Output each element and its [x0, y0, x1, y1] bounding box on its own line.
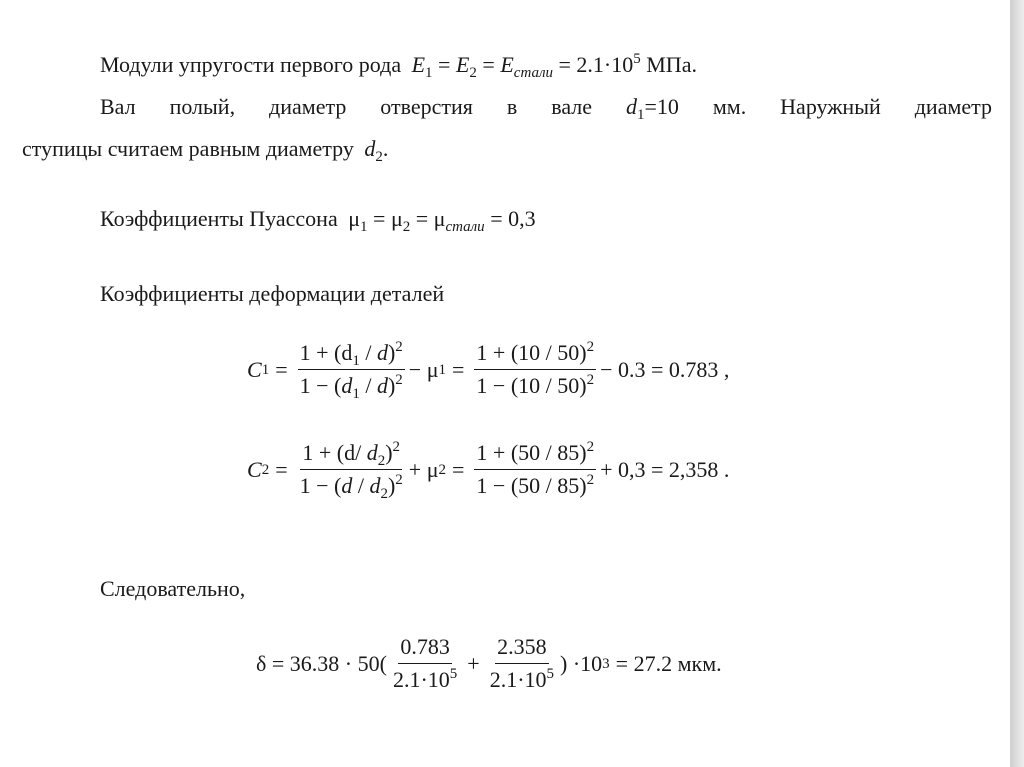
equals-sign: =	[275, 356, 288, 382]
modulus-value: = 2.1·10	[558, 52, 634, 77]
c2-numeric-denominator: 1 − (50 / 85)$^2$	[476, 472, 595, 498]
hub-diameter-line	[22, 136, 389, 165]
shaft-text: Вал полый, диаметр отверстия в вале	[100, 94, 593, 119]
e1-subscript: 1	[425, 65, 433, 81]
c2-numeric-numerator: 1 + (50 / 85)$^2$	[474, 440, 596, 470]
delta-equation: δ = 36.38 · 50( $\frac{0.783}{2.1\cdot 10^5}$ + $\frac{2.358}{2.1\cdot 10^5}$ ) ·10 3 = 27.2 мкм.	[256, 634, 722, 692]
equals-sign: =	[452, 456, 465, 482]
elastic-modulus-line	[100, 51, 697, 81]
delta-fraction-1	[391, 634, 459, 693]
mu-symbol: μ	[433, 206, 446, 231]
mu-symbol: μ	[348, 206, 361, 231]
poisson-line	[100, 206, 536, 235]
c1-result: − 0.3 = 0.783 ,	[600, 356, 730, 382]
c2-symbol: C	[247, 456, 262, 482]
delta-fraction-2	[488, 634, 556, 693]
equals-sign: =	[438, 52, 451, 77]
delta-numerator-2: 2.358	[495, 634, 549, 664]
equals-sign: =	[373, 206, 386, 231]
d2-subscript: 2	[375, 149, 383, 165]
c1-numeric-denominator: 1 − (10 / 50)$^2$	[476, 372, 595, 398]
delta-denominator-1: $2.1\cdot 10^5$	[392, 666, 458, 692]
c2-equation: C 2 = $\frac{1 + (d/ d_2)^2}{1 - (d / d_2)^2}$ + μ 2 = $\frac{1 + (50 / 85)^2}{1 - (50 / 85)^2}$ + 0,3 = 2,358 .	[247, 439, 730, 502]
equals-sign: =	[482, 52, 495, 77]
d1-subscript: 1	[637, 107, 645, 123]
modulus-unit: МПа.	[646, 52, 697, 77]
d1-symbol: d	[626, 94, 637, 119]
c2-numerator: 1 + (d/ $d_2)^2$	[302, 439, 401, 469]
mu2-subscript: 2	[402, 219, 411, 235]
poisson-text: Коэффициенты Пуассона	[100, 206, 338, 231]
c1-numerator: $1 + (d_1 / d)^2$	[299, 339, 403, 369]
page-edge-shadow	[1010, 0, 1024, 767]
d2-symbol: d	[364, 136, 376, 161]
plus-sign: +	[467, 650, 480, 676]
therefore-line	[100, 576, 245, 602]
c2-fraction-symbolic	[298, 439, 405, 502]
delta-lhs: δ = 36.38 · 50(	[256, 650, 387, 676]
e-steel-symbol: E	[500, 52, 514, 77]
delta-multiplier: ) ·10	[560, 650, 603, 676]
c2-result: + 0,3 = 2,358 .	[600, 456, 730, 482]
c1-fraction-symbolic	[298, 339, 405, 402]
e-steel-subscript: стали	[513, 65, 554, 81]
delta-numerator-1: 0.783	[398, 634, 452, 664]
modulus-exponent: 5	[633, 51, 641, 67]
therefore-text: Следовательно,	[100, 576, 246, 601]
c2-denominator: $1 - (d / d_2)^2$	[299, 472, 403, 502]
shaft-description-line	[100, 94, 993, 123]
delta-denominator-2: $2.1\cdot 10^5$	[489, 666, 555, 692]
equals-sign: =	[275, 456, 288, 482]
c1-numeric-numerator: 1 + (10 / 50)$^2$	[474, 340, 596, 370]
elastic-modulus-text: Модули упругости первого рода	[100, 52, 402, 77]
c1-denominator: $1 - (d_1 / d)^2$	[299, 372, 403, 402]
e2-symbol: E	[455, 52, 470, 77]
equals-sign: =	[415, 206, 429, 231]
plus-mu: + μ	[408, 456, 439, 482]
mu-symbol: μ	[390, 206, 403, 231]
c1-symbol: C	[247, 356, 262, 382]
e2-subscript: 2	[469, 65, 477, 81]
hub-text: ступицы считаем равным диаметру	[22, 136, 354, 161]
poisson-value: = 0,3	[490, 206, 536, 231]
equals-sign: =	[452, 356, 465, 382]
minus-mu: − μ	[408, 356, 439, 382]
c1-fraction-numeric	[474, 340, 596, 399]
delta-result: = 27.2 мкм.	[615, 650, 722, 676]
mu1-subscript: 1	[360, 219, 368, 235]
e1-symbol: E	[411, 52, 426, 77]
c1-equation: C 1 = $\frac{1 + (d_1 / d)^2}{1 - (d_1 / d)^2}$ − μ 1 = $\frac{1 + (10 / 50)^2}{1 - (10 / 50)^2}$ − 0.3 = 0.783 ,	[247, 339, 730, 402]
mu-steel-subscript: стали	[445, 219, 485, 235]
period: .	[382, 136, 389, 161]
deformation-heading	[100, 281, 444, 307]
c2-fraction-numeric	[474, 440, 596, 499]
shaft-text-b: =10 мм. Наружный диаметр	[644, 94, 993, 119]
deformation-text: Коэффициенты деформации деталей	[100, 281, 445, 306]
